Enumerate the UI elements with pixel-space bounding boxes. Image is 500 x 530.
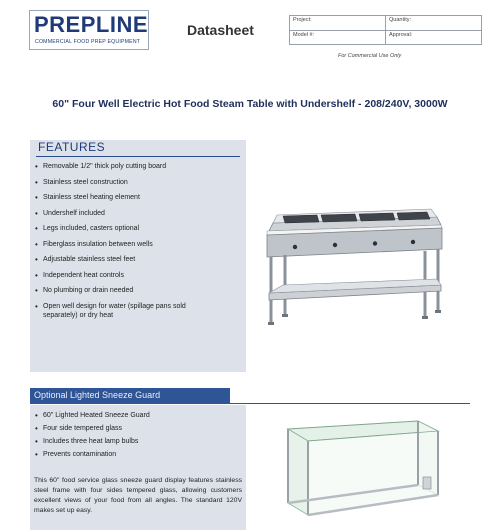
quantity-label: Quantity: xyxy=(389,17,412,23)
bullet-icon: • xyxy=(35,193,38,202)
sneeze-guard-item xyxy=(34,450,150,459)
feature-item xyxy=(34,224,213,233)
project-info-table xyxy=(289,15,482,45)
features-panel xyxy=(30,140,246,372)
bullet-icon: • xyxy=(35,255,38,264)
prepline-logo xyxy=(29,10,149,50)
feature-item xyxy=(34,255,213,264)
sneeze-guard-heading: Optional Lighted Sneeze Guard xyxy=(34,390,161,400)
feature-item xyxy=(34,193,213,202)
feature-item xyxy=(34,271,213,280)
sneeze-guard-item xyxy=(34,411,150,420)
bullet-icon: • xyxy=(35,286,38,295)
feature-text: Removable 1/2" thick poly cutting board xyxy=(43,163,167,170)
feature-text: Open well design for water (spillage pans sold separately) or dry heat xyxy=(43,302,186,319)
sneeze-guard-text: 60" Lighted Heated Sneeze Guard xyxy=(43,412,150,419)
sneeze-guard-list xyxy=(34,411,150,463)
feature-text: Fiberglass insulation between wells xyxy=(43,240,153,248)
document-title: Datasheet xyxy=(187,22,254,38)
logo-wordmark: PREPLINE xyxy=(34,12,149,37)
feature-item xyxy=(34,240,213,249)
feature-item xyxy=(34,178,213,187)
sneeze-guard-text: Includes three heat lamp bulbs xyxy=(43,438,139,445)
sneeze-guard-panel xyxy=(30,405,246,530)
sneeze-guard-item xyxy=(34,424,150,433)
quantity-field[interactable] xyxy=(386,16,482,31)
feature-text: No plumbing or drain needed xyxy=(43,287,134,294)
bullet-icon: • xyxy=(35,301,38,311)
feature-item xyxy=(34,162,213,171)
feature-text: Legs included, casters optional xyxy=(43,225,140,232)
bullet-icon: • xyxy=(35,177,38,187)
steam-table-image xyxy=(255,205,445,330)
model-field[interactable] xyxy=(290,30,386,45)
bullet-icon: • xyxy=(35,224,38,233)
feature-text: Undershelf included xyxy=(43,209,105,217)
bullet-icon: • xyxy=(35,450,38,459)
model-label: Model #: xyxy=(293,31,315,38)
bullet-icon: • xyxy=(35,270,38,280)
features-heading: FEATURES xyxy=(38,140,106,154)
feature-text: Adjustable stainless steel feet xyxy=(43,256,136,263)
bullet-icon: • xyxy=(35,411,38,420)
sneeze-guard-description: This 60" food service glass sneeze guard display features stainless steel frame with four sides tempered glass, allowing customers excellent views of your food from all angles. The standard 120V makes set up easy. xyxy=(34,477,242,514)
bullet-icon: • xyxy=(35,239,38,249)
bullet-icon: • xyxy=(35,437,38,446)
sneeze-guard-text: Prevents contamination xyxy=(43,451,117,458)
feature-text: Stainless steel construction xyxy=(43,178,128,186)
sneeze-guard-section-header xyxy=(30,388,230,403)
sneeze-guard-text: Four side tempered glass xyxy=(43,425,122,432)
sneeze-guard-divider xyxy=(30,403,470,404)
commercial-use-note: For Commercial Use Only xyxy=(338,53,402,59)
product-title: 60" Four Well Electric Hot Food Steam Table with Undershelf - 208/240V, 3000W xyxy=(52,98,448,110)
approval-label: Approval: xyxy=(389,31,413,38)
feature-text: Independent heat controls xyxy=(43,271,124,279)
feature-item xyxy=(34,286,213,295)
project-field[interactable] xyxy=(290,16,386,31)
features-divider xyxy=(36,156,240,157)
feature-item xyxy=(34,209,213,218)
sneeze-guard-item xyxy=(34,437,150,446)
feature-text: Stainless steel heating element xyxy=(43,194,140,201)
logo-tagline: COMMERCIAL FOOD PREP EQUIPMENT xyxy=(35,39,141,45)
bullet-icon: • xyxy=(35,162,38,171)
project-label: Project: xyxy=(293,17,312,23)
feature-item xyxy=(34,302,213,320)
bullet-icon: • xyxy=(35,208,38,218)
approval-field[interactable] xyxy=(386,30,482,45)
features-list xyxy=(34,162,213,326)
sneeze-guard-image xyxy=(278,415,443,525)
bullet-icon: • xyxy=(35,424,38,433)
